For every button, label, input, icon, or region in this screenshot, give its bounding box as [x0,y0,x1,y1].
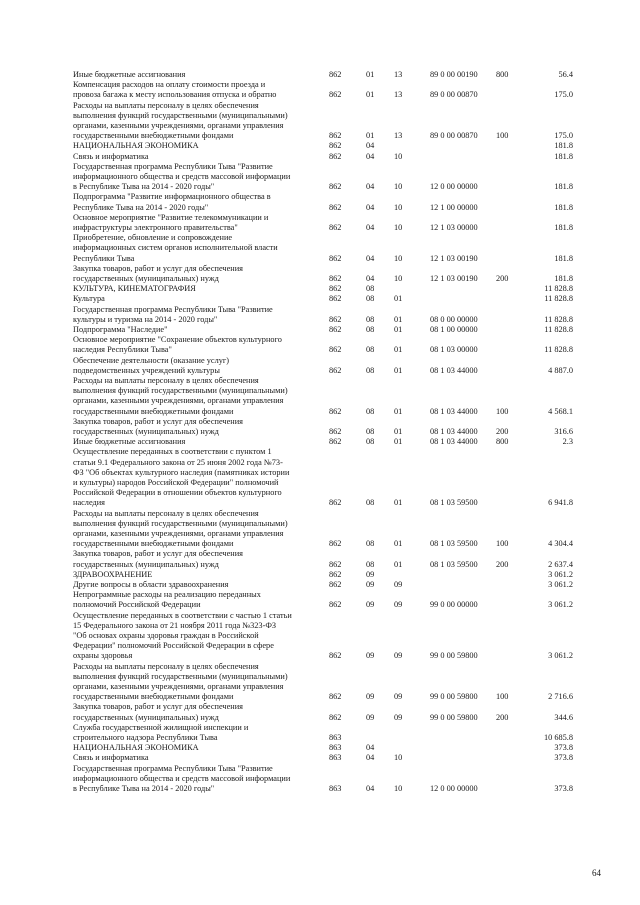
target-item-code: 08 1 03 59500 [430,539,478,549]
row-name [73,305,319,325]
subsection-code: 09 [394,580,403,589]
section-code: 08 [366,426,375,436]
subsection-code: 10 [394,182,403,192]
table-row [0,325,640,335]
row-name-line: охраны здоровья [73,651,133,661]
table-row [0,580,640,590]
subsection-code: 01 [394,365,403,375]
target-item-code: 99 0 00 59800 [430,651,478,661]
section-code: 08 [366,437,375,447]
expense-type-code: 200 [496,273,509,283]
row-name-line: Расходы на выплаты персоналу в целях обеспечения [73,508,259,518]
expense-type-code: 100 [496,406,509,416]
ved-code: 862 [329,314,342,324]
row-name-line: культуры и туризма на 2014 - 2020 годы" [73,314,218,324]
table-row [0,213,640,233]
row-name-line: выполнения функций государственными (муниципальными) [73,386,288,396]
amount: 3 061.2 [548,569,573,579]
row-name-line: наследия [73,498,105,508]
row-name-line: Республике Тыва на 2014 - 2020 годы" [73,202,209,212]
row-name-line: Иные бюджетные ассигнования [73,437,186,447]
target-item-code: 12 1 03 00190 [430,273,478,283]
row-name-line: НАЦИОНАЛЬНАЯ ЭКОНОМИКА [73,743,199,753]
target-item-code: 99 0 00 59800 [430,692,478,702]
table-row [0,662,640,703]
row-name-line: Расходы на выплаты персоналу в целях обеспечения [73,376,259,385]
target-item-code: 08 0 00 00000 [430,314,478,324]
target-item-code: 89 0 00 00870 [430,131,478,141]
row-name-line: Федерации" полномочий Российской Федерации в сфере [73,641,274,651]
row-name-line: Осуществление переданных в соответствии с пунктом 1 [73,447,272,457]
row-name [73,141,319,151]
subsection-code: 01 [394,314,403,324]
amount: 316.6 [554,426,573,436]
ved-code: 862 [329,712,342,722]
subsection-code: 09 [394,651,403,661]
row-name-line: и культуры) народов Российской Федерации" полномочий [73,478,279,487]
row-name [73,447,319,508]
row-name [73,80,319,100]
row-name-line: выполнения функций государственными (муниципальными) [73,671,288,681]
expense-type-code: 800 [496,70,509,79]
ved-code: 862 [329,141,342,151]
section-code: 04 [366,253,375,263]
subsection-code: 13 [394,131,403,141]
row-name-line: органами, казенными учреждениями, органами управления [73,682,284,691]
subsection-code: 01 [394,345,403,355]
ved-code: 862 [329,182,342,192]
target-item-code: 08 1 03 44000 [430,437,478,447]
row-name [73,294,319,304]
section-code: 04 [366,151,375,161]
table-row [0,335,640,355]
row-name-line: Осуществление переданных в соответствии с частью 1 статьи [73,610,292,620]
row-name [73,580,319,590]
subsection-code: 10 [394,273,403,283]
ved-code: 862 [329,651,342,661]
expense-type-code: 100 [496,692,509,702]
section-code: 08 [366,406,375,416]
row-name [73,743,319,753]
subsection-code: 13 [394,90,403,100]
ved-code: 862 [329,406,342,416]
section-code: 04 [366,783,375,793]
amount: 3 061.2 [548,580,573,589]
row-name-line: органами, казенными учреждениями, органами управления [73,529,284,538]
table-row [0,376,640,417]
table-row [0,152,640,162]
table-row [0,509,640,550]
amount: 373.8 [554,743,573,753]
row-name-line: Подпрограмма "Наследие" [73,325,168,334]
row-name-line: Государственная программа Республики Тыва "Развитие [73,161,273,171]
row-name [73,723,319,743]
row-name-line: государственными внебюджетными фондами [73,692,234,702]
target-item-code: 08 1 03 44000 [430,365,478,375]
table-row [0,101,640,142]
target-item-code: 12 1 03 00000 [430,222,478,232]
subsection-code: 01 [394,498,403,508]
section-code: 01 [366,90,375,100]
section-code: 09 [366,692,375,702]
row-name [73,417,319,437]
row-name-line: информационных систем органов исполнительной власти [73,243,278,253]
amount: 373.8 [554,783,573,793]
table-row [0,80,640,100]
row-name-line: государственными внебюджетными фондами [73,131,234,141]
row-name [73,549,319,569]
section-code: 08 [366,345,375,355]
row-name [73,662,319,703]
subsection-code: 09 [394,600,403,610]
section-code: 01 [366,70,375,79]
table-row [0,570,640,580]
row-name-line: государственных (муниципальных) нужд [73,427,219,436]
row-name [73,101,319,142]
row-name-line: выполнения функций государственными (муниципальными) [73,110,288,120]
row-name-line: Другие вопросы в области здравоохранения [73,580,229,589]
ved-code: 862 [329,345,342,355]
row-name-line: Связь и информатика [73,753,149,763]
row-name-line: информационного общества и средств массовой информации [73,172,291,181]
row-name [73,702,319,722]
ved-code: 863 [329,783,342,793]
target-item-code: 08 1 00 00000 [430,325,478,334]
ved-code: 862 [329,222,342,232]
section-code: 04 [366,743,375,753]
table-row [0,743,640,753]
row-name [73,70,319,80]
row-name-line: в Республике Тыва на 2014 - 2020 годы" [73,784,215,793]
ved-code: 862 [329,151,342,161]
row-name-line: государственными внебюджетными фондами [73,406,234,416]
target-item-code: 99 0 00 59800 [430,712,478,722]
amount: 11 828.8 [544,284,573,294]
row-name-line: органами, казенными учреждениями, органами управления [73,396,284,406]
row-name-line: Расходы на выплаты персоналу в целях обеспечения [73,100,259,110]
row-name-line: статьи 9.1 Федерального закона от 25 июня 2002 года №73- [73,457,283,467]
section-code: 04 [366,273,375,283]
expense-type-code: 100 [496,131,509,141]
subsection-code: 09 [394,692,403,702]
row-name [73,264,319,284]
row-name [73,376,319,417]
ved-code: 862 [329,131,342,141]
target-item-code: 89 0 00 00190 [430,70,478,79]
amount: 175.0 [554,90,573,100]
subsection-code: 10 [394,253,403,263]
ved-code: 862 [329,426,342,436]
expense-type-code: 800 [496,437,509,447]
table-row [0,753,640,763]
ved-code: 862 [329,70,342,79]
amount: 181.8 [554,141,573,151]
row-name-line: ЗДРАВООХРАНЕНИЕ [73,569,153,579]
row-name-line: полномочий Российской Федерации [73,600,201,610]
section-code: 09 [366,580,375,589]
section-code: 08 [366,284,375,294]
amount: 2.3 [562,437,573,447]
table-row [0,611,640,662]
ved-code: 862 [329,600,342,610]
table-row [0,702,640,722]
section-code: 01 [366,131,375,141]
table-row [0,356,640,376]
subsection-code: 01 [394,406,403,416]
section-code: 08 [366,325,375,334]
row-name-line: наследия Республики Тыва" [73,345,172,355]
table-row [0,590,640,610]
subsection-code: 01 [394,539,403,549]
row-name [73,611,319,662]
ved-code: 862 [329,90,342,100]
table-row [0,162,640,193]
amount: 2 716.6 [548,692,573,702]
subsection-code: 01 [394,426,403,436]
subsection-code: 13 [394,70,403,79]
row-name [73,192,319,212]
row-name [73,233,319,264]
section-code: 04 [366,182,375,192]
target-item-code: 08 1 03 00000 [430,345,478,355]
ved-code: 862 [329,253,342,263]
section-code: 09 [366,569,375,579]
subsection-code: 10 [394,202,403,212]
row-name [73,356,319,376]
row-name-line: в Республике Тыва на 2014 - 2020 годы" [73,182,215,192]
ved-code: 862 [329,498,342,508]
row-name-line: Государственная программа Республики Тыва "Развитие [73,304,273,314]
amount: 3 061.2 [548,651,573,661]
amount: 6 941.8 [548,498,573,508]
section-code: 04 [366,141,375,151]
section-code: 09 [366,651,375,661]
ved-code: 862 [329,365,342,375]
expense-type-code: 200 [496,712,509,722]
row-name [73,509,319,550]
row-name-line: Закупка товаров, работ и услуг для обеспечения [73,702,243,712]
subsection-code: 10 [394,783,403,793]
section-code: 09 [366,712,375,722]
section-code: 08 [366,294,375,304]
subsection-code: 10 [394,753,403,763]
row-name [73,152,319,162]
row-name-line: провоза багажа к месту использования отпуска и обратно [73,90,277,100]
row-name [73,213,319,233]
row-name-line: Культура [73,294,105,304]
row-name-line: инфраструктуры электронного правительства" [73,223,238,232]
row-name [73,437,319,447]
row-name-line: выполнения функций государственными (муниципальными) [73,518,288,528]
row-name-line: КУЛЬТУРА, КИНЕМАТОГРАФИЯ [73,284,196,294]
table-row [0,294,640,304]
ved-code: 862 [329,437,342,447]
row-name-line: государственных (муниципальных) нужд [73,559,219,569]
amount: 181.8 [554,222,573,232]
ved-code: 862 [329,273,342,283]
row-name [73,162,319,193]
ved-code: 862 [329,202,342,212]
row-name-line: Закупка товаров, работ и услуг для обеспечения [73,549,243,559]
row-name-line: информационного общества и средств массовой информации [73,773,291,783]
row-name-line: Основное мероприятие "Развитие телекоммуникации и [73,212,269,222]
ved-code: 862 [329,294,342,304]
row-name-line: органами, казенными учреждениями, органами управления [73,121,284,130]
row-name-line: государственными внебюджетными фондами [73,539,234,549]
amount: 2 637.4 [548,559,573,569]
target-item-code: 99 0 00 00000 [430,600,478,610]
row-name-line: государственных (муниципальных) нужд [73,274,219,283]
ved-code: 863 [329,753,342,763]
amount: 11 828.8 [544,314,573,324]
row-name-line: Республики Тыва [73,253,135,263]
amount: 175.0 [554,131,573,141]
target-item-code: 12 1 03 00190 [430,253,478,263]
ved-code: 862 [329,580,342,589]
amount: 181.8 [554,151,573,161]
section-code: 04 [366,202,375,212]
table-row [0,192,640,212]
section-code: 09 [366,600,375,610]
row-name-line: Связь и информатика [73,151,149,161]
ved-code: 862 [329,692,342,702]
row-name [73,335,319,355]
amount: 181.8 [554,273,573,283]
amount: 181.8 [554,253,573,263]
row-name [73,325,319,335]
row-name [73,753,319,763]
row-name-line: Обеспечение деятельности (оказание услуг) [73,355,230,365]
amount: 56.4 [558,70,573,79]
row-name-line: строительного надзора Республики Тыва [73,733,218,742]
row-name-line: Расходы на выплаты персоналу в целях обеспечения [73,661,259,671]
section-code: 08 [366,539,375,549]
section-code: 08 [366,365,375,375]
expense-type-code: 100 [496,539,509,549]
row-name-line: "Об основах охраны здоровья граждан в Российской [73,631,259,640]
table-row [0,284,640,294]
subsection-code: 01 [394,559,403,569]
target-item-code: 12 1 00 00000 [430,202,478,212]
row-name-line: Государственная программа Республики Тыва "Развитие [73,763,273,773]
table-row [0,305,640,325]
amount: 181.8 [554,202,573,212]
table-row [0,233,640,264]
table-row [0,264,640,284]
target-item-code: 89 0 00 00870 [430,90,478,100]
target-item-code: 08 1 03 59500 [430,498,478,508]
row-name-line: Подпрограмма "Развитие информационного общества в [73,192,271,202]
expense-type-code: 200 [496,426,509,436]
row-name-line: ФЗ "Об объектах культурного наследия (памятниках истории [73,467,290,477]
section-code: 08 [366,498,375,508]
amount: 4 887.0 [548,365,573,375]
table-row [0,70,640,80]
ved-code: 863 [329,732,342,742]
table-row [0,437,640,447]
section-code: 08 [366,314,375,324]
amount: 11 828.8 [544,345,573,355]
page-number: 64 [592,868,601,878]
row-name [73,764,319,795]
ved-code: 862 [329,284,342,294]
row-name-line: Непрограммные расходы на реализацию переданных [73,590,261,600]
amount: 10 685.8 [543,732,573,742]
ved-code: 863 [329,743,342,753]
section-code: 04 [366,753,375,763]
row-name-line: Закупка товаров, работ и услуг для обеспечения [73,416,243,426]
row-name-line: Основное мероприятие "Сохранение объектов культурного [73,335,282,345]
subsection-code: 01 [394,325,403,334]
ved-code: 862 [329,539,342,549]
amount: 4 304.4 [548,539,573,549]
target-item-code: 12 0 00 00000 [430,783,478,793]
row-name-line: НАЦИОНАЛЬНАЯ ЭКОНОМИКА [73,141,199,151]
subsection-code: 10 [394,222,403,232]
ved-code: 862 [329,569,342,579]
subsection-code: 01 [394,294,403,304]
ved-code: 862 [329,325,342,334]
row-name-line: Компенсация расходов на оплату стоимости проезда и [73,80,266,90]
amount: 373.8 [554,753,573,763]
row-name-line: 15 Федерального закона от 21 ноября 2011 года №323-ФЗ [73,620,277,630]
amount: 344.6 [554,712,573,722]
row-name-line: Российской Федерации в отношении объектов культурного [73,488,282,498]
table-row [0,723,640,743]
ved-code: 862 [329,559,342,569]
row-name-line: Иные бюджетные ассигнования [73,70,186,79]
subsection-code: 09 [394,712,403,722]
amount: 11 828.8 [544,325,573,334]
table-row [0,549,640,569]
section-code: 04 [366,222,375,232]
row-name-line: Закупка товаров, работ и услуг для обеспечения [73,263,243,273]
amount: 181.8 [554,182,573,192]
row-name-line: Служба государственной жилищной инспекции и [73,722,249,732]
target-item-code: 08 1 03 44000 [430,426,478,436]
amount: 11 828.8 [544,294,573,304]
target-item-code: 08 1 03 44000 [430,406,478,416]
subsection-code: 10 [394,151,403,161]
row-name-line: подведомственных учреждений культуры [73,365,220,375]
row-name [73,590,319,610]
table-row [0,447,640,508]
row-name-line: Приобретение, обновление и сопровождение [73,233,233,243]
table-row [0,764,640,795]
amount: 3 061.2 [548,600,573,610]
section-code: 08 [366,559,375,569]
expense-type-code: 200 [496,559,509,569]
table-row [0,417,640,437]
table-row [0,141,640,151]
row-name [73,284,319,294]
target-item-code: 12 0 00 00000 [430,182,478,192]
row-name [73,570,319,580]
target-item-code: 08 1 03 59500 [430,559,478,569]
row-name-line: государственных (муниципальных) нужд [73,712,219,722]
amount: 4 568.1 [548,406,573,416]
subsection-code: 01 [394,437,403,447]
